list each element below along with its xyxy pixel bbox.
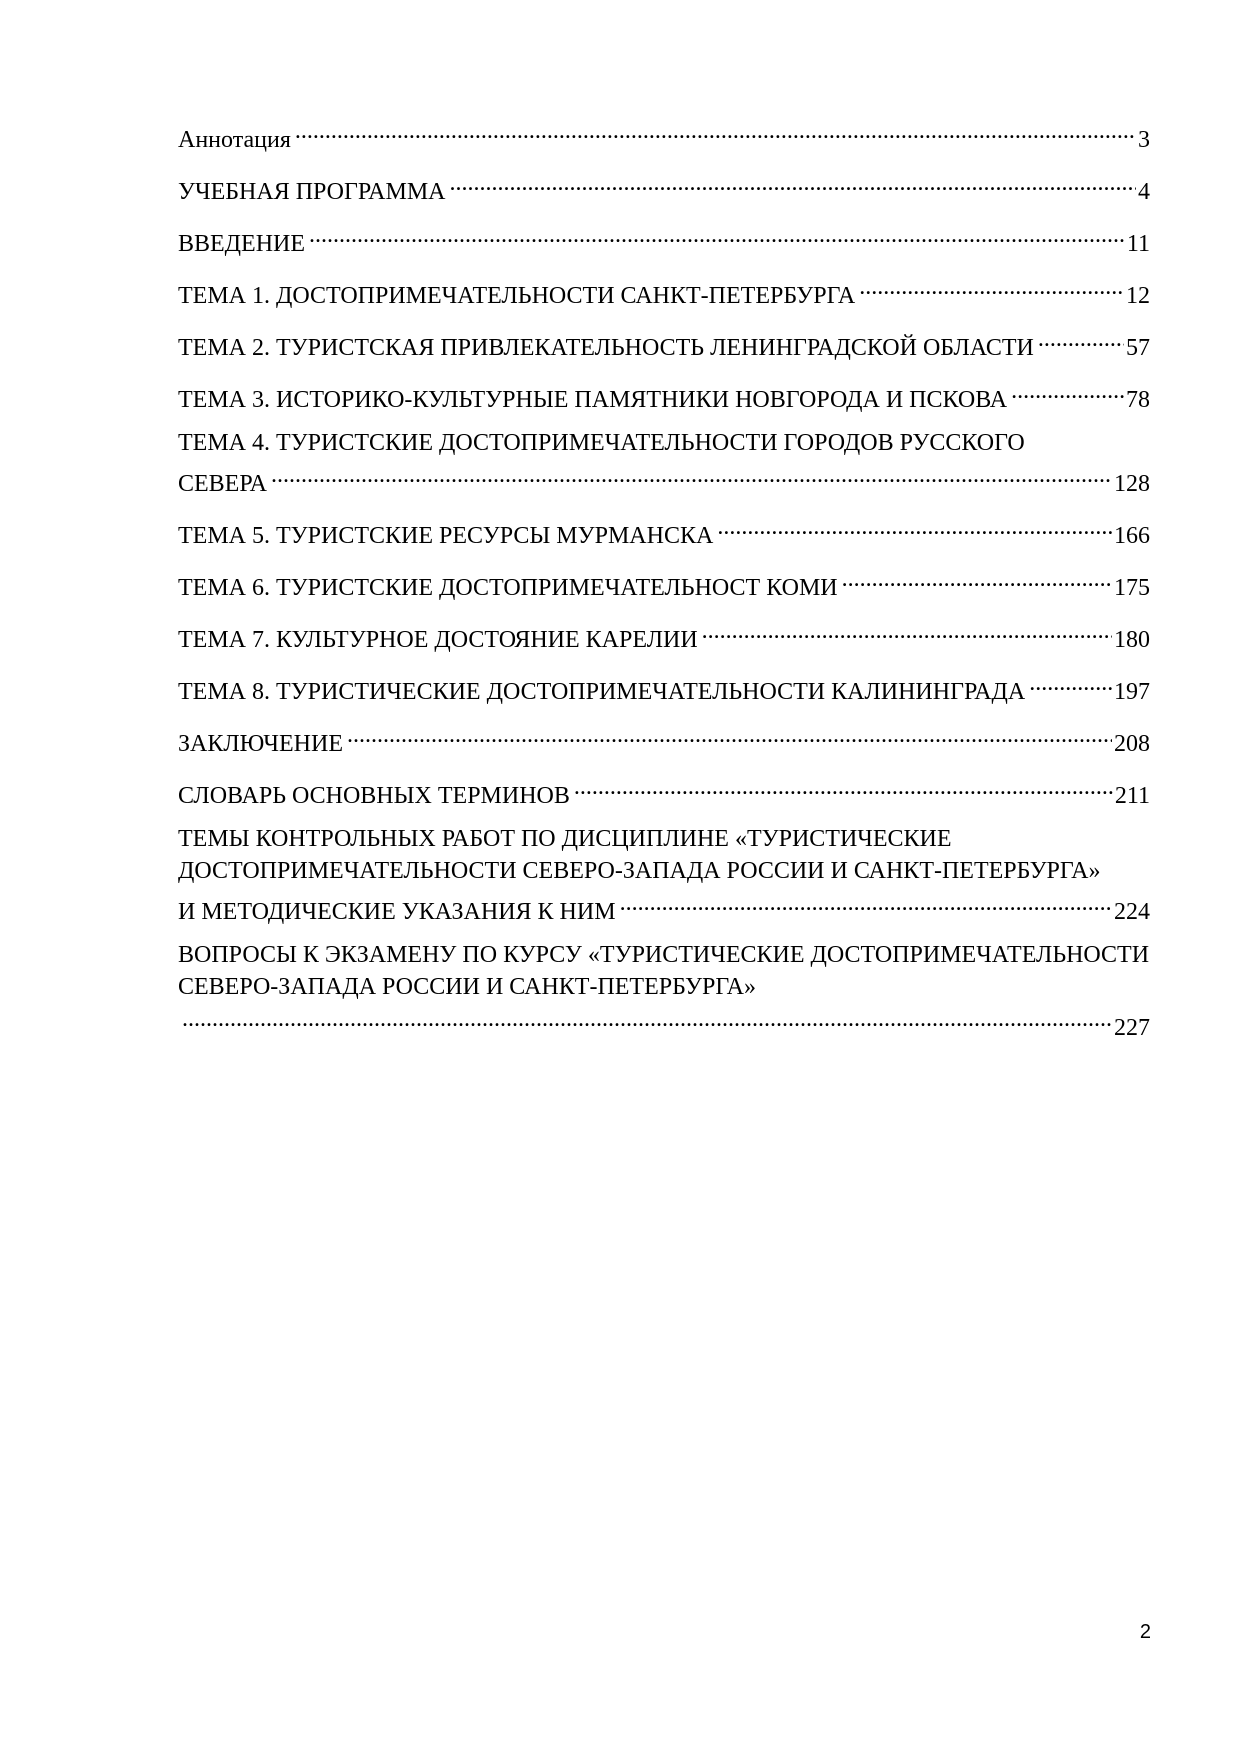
- table-of-contents: [178, 115, 1150, 1055]
- toc-entry-line: [178, 563, 1150, 604]
- toc-entry-title-lines: ТЕМА 4. ТУРИСТСКИЕ ДОСТОПРИМЕЧАТЕЛЬНОСТИ ГОРОДОВ РУССКОГО: [178, 430, 1025, 456]
- toc-entry-title: ТЕМА 5. ТУРИСТСКИЕ РЕСУРСЫ МУРМАНСКА: [178, 523, 714, 549]
- dot-leader: [574, 771, 1113, 803]
- toc-entry-title: ТЕМА 3. ИСТОРИКО-КУЛЬТУРНЫЕ ПАМЯТНИКИ НОВГОРОДА И ПСКОВА: [178, 387, 1008, 413]
- toc-page-number: 11: [1126, 231, 1150, 257]
- dot-leader: [295, 115, 1136, 147]
- toc-entry-line: [178, 167, 1150, 208]
- toc-page-number: 78: [1126, 387, 1150, 413]
- toc-entry-title-lines: ВОПРОСЫ К ЭКЗАМЕНУ ПО КУРСУ «ТУРИСТИЧЕСКИЕ ДОСТОПРИМЕЧАТЕЛЬНОСТИ СЕВЕРО-ЗАПАДА РОССИИ И САНКТ-ПЕТЕРБУРГА»: [178, 942, 1150, 1000]
- toc-entry-line: [178, 511, 1150, 552]
- toc-page-number: 180: [1114, 627, 1150, 653]
- toc-entry[interactable]: [178, 219, 1150, 260]
- toc-page-number: 3: [1138, 127, 1150, 153]
- toc-entry[interactable]: [178, 823, 1150, 928]
- toc-entry[interactable]: [178, 167, 1150, 208]
- toc-page-number: 175: [1114, 575, 1150, 601]
- toc-entry-line: [178, 719, 1150, 760]
- toc-page-number: 128: [1114, 471, 1150, 497]
- toc-entry-line: [178, 375, 1150, 416]
- toc-entry-title-lines: ТЕМЫ КОНТРОЛЬНЫХ РАБОТ ПО ДИСЦИПЛИНЕ «ТУРИСТИЧЕСКИЕ ДОСТОПРИМЕЧАТЕЛЬНОСТИ СЕВЕРО-ЗАПАДА РОССИИ И САНКТ-ПЕТЕРБУРГА»: [178, 826, 1101, 884]
- toc-entry-title: И МЕТОДИЧЕСКИЕ УКАЗАНИЯ К НИМ: [178, 899, 616, 925]
- toc-entry-line: [178, 115, 1150, 156]
- toc-entry-line: [178, 667, 1150, 708]
- toc-entry[interactable]: [178, 939, 1150, 1044]
- toc-entry[interactable]: [178, 427, 1150, 500]
- toc-entry[interactable]: [178, 719, 1150, 760]
- toc-entry-line: [178, 323, 1150, 364]
- dot-leader: [182, 1003, 1112, 1035]
- toc-entry-title: ВВЕДЕНИЕ: [178, 231, 306, 257]
- toc-entry-title: СЕВЕРА: [178, 471, 267, 497]
- toc-entry-line: [178, 771, 1150, 812]
- toc-page-number: 197: [1114, 679, 1150, 705]
- toc-entry-title: ТЕМА 2. ТУРИСТСКАЯ ПРИВЛЕКАТЕЛЬНОСТЬ ЛЕНИНГРАДСКОЙ ОБЛАСТИ: [178, 335, 1034, 361]
- dot-leader: [842, 563, 1112, 595]
- toc-entry[interactable]: [178, 615, 1150, 656]
- dot-leader: [717, 511, 1112, 543]
- dot-leader: [450, 167, 1136, 199]
- toc-entry-title: УЧЕБНАЯ ПРОГРАММА: [178, 179, 446, 205]
- toc-entry-title: ТЕМА 8. ТУРИСТИЧЕСКИЕ ДОСТОПРИМЕЧАТЕЛЬНОСТИ КАЛИНИНГРАДА: [178, 679, 1026, 705]
- toc-entry-line: [178, 271, 1150, 312]
- toc-entry-title: ЗАКЛЮЧЕНИЕ: [178, 731, 343, 757]
- toc-entry-line: [178, 219, 1150, 260]
- toc-entry[interactable]: [178, 115, 1150, 156]
- dot-leader: [702, 615, 1112, 647]
- toc-entry-line: [178, 615, 1150, 656]
- dot-leader: [1011, 375, 1124, 407]
- dot-leader: [1029, 667, 1112, 699]
- toc-entry-line: [178, 887, 1150, 928]
- toc-entry[interactable]: [178, 511, 1150, 552]
- toc-page-number: 12: [1126, 283, 1150, 309]
- toc-entry[interactable]: [178, 563, 1150, 604]
- toc-page-number: 208: [1114, 731, 1150, 757]
- toc-entry-title: ТЕМА 1. ДОСТОПРИМЕЧАТЕЛЬНОСТИ САНКТ-ПЕТЕРБУРГА: [178, 283, 856, 309]
- toc-entry[interactable]: [178, 375, 1150, 416]
- toc-entry-line: [178, 1003, 1150, 1044]
- toc-page-number: 166: [1114, 523, 1150, 549]
- toc-entry[interactable]: [178, 667, 1150, 708]
- toc-entry-title: ТЕМА 7. КУЛЬТУРНОЕ ДОСТОЯНИЕ КАРЕЛИИ: [178, 627, 698, 653]
- toc-entry-line: [178, 459, 1150, 500]
- toc-entry-title: ТЕМА 6. ТУРИСТСКИЕ ДОСТОПРИМЕЧАТЕЛЬНОСТ КОМИ: [178, 575, 838, 601]
- toc-page-number: 211: [1114, 783, 1150, 809]
- dot-leader: [620, 887, 1112, 919]
- toc-page-number: 4: [1138, 179, 1150, 205]
- toc-entry-title: СЛОВАРЬ ОСНОВНЫХ ТЕРМИНОВ: [178, 783, 570, 809]
- toc-entry[interactable]: [178, 271, 1150, 312]
- toc-page-number: 57: [1126, 335, 1150, 361]
- dot-leader: [1038, 323, 1124, 355]
- toc-page-number: 224: [1114, 899, 1150, 925]
- toc-entry-title: Аннотация: [178, 127, 291, 153]
- dot-leader: [309, 219, 1125, 251]
- dot-leader: [271, 459, 1112, 491]
- page-number: 2: [1139, 1621, 1151, 1643]
- dot-leader: [859, 271, 1124, 303]
- toc-entry[interactable]: [178, 323, 1150, 364]
- toc-entry[interactable]: [178, 771, 1150, 812]
- dot-leader: [347, 719, 1112, 751]
- toc-page-number: 227: [1114, 1015, 1150, 1041]
